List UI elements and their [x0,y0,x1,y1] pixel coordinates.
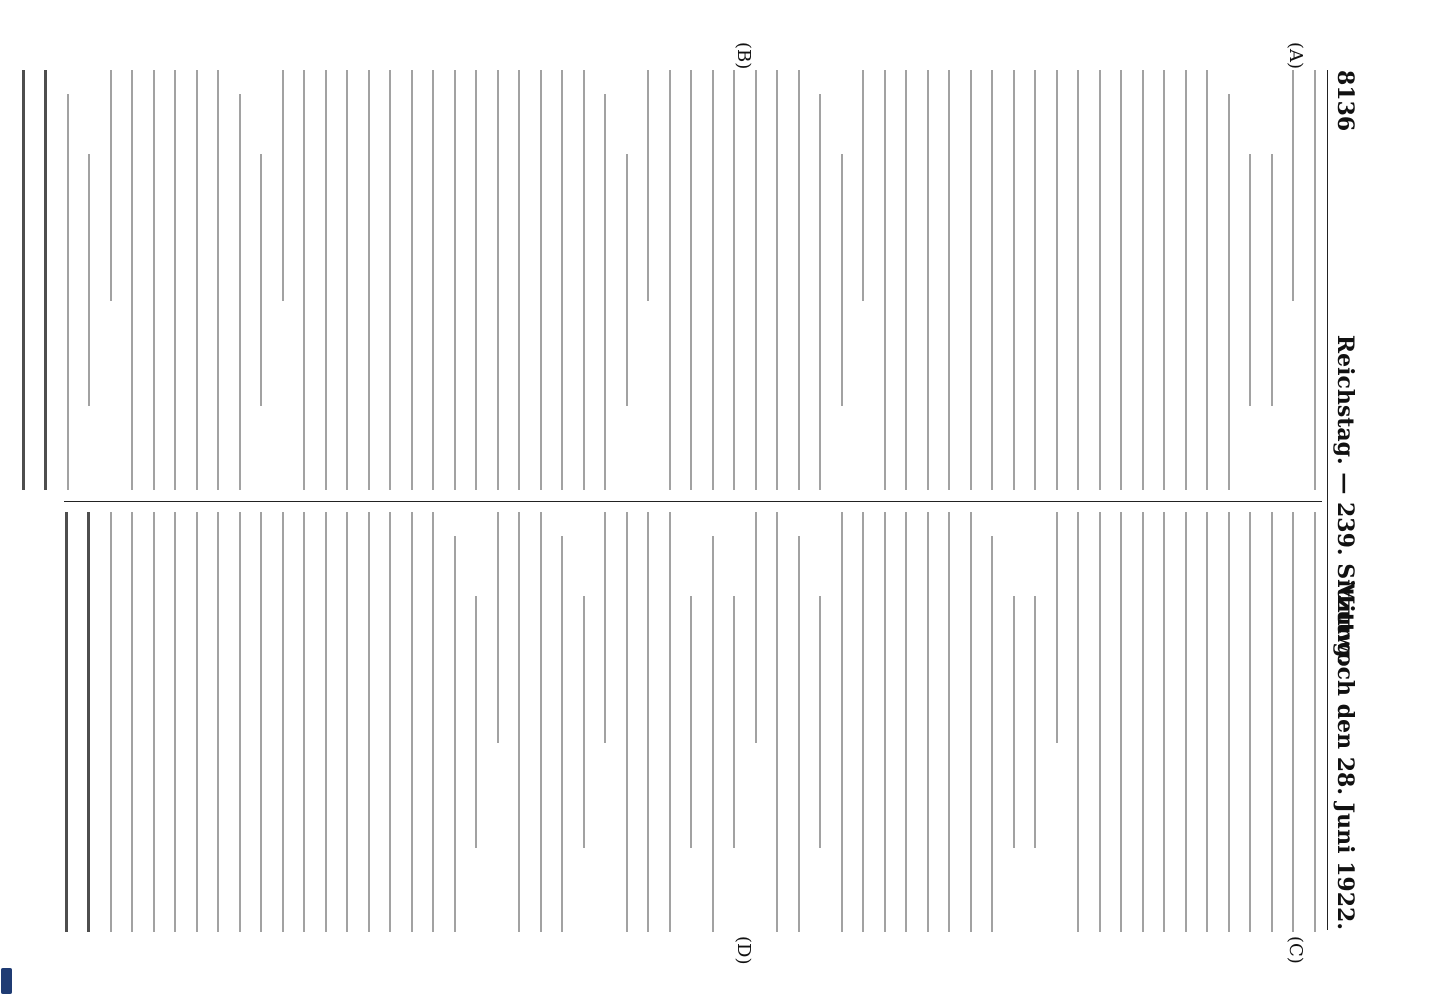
text-line [261,154,263,406]
text-line [261,512,263,932]
text-line [45,70,48,490]
text-line [282,512,284,932]
text-line [798,536,800,932]
text-line [841,512,843,932]
text-line [755,70,757,490]
text-line [777,70,779,490]
text-line [863,512,865,932]
text-line [1078,512,1080,932]
text-line [110,70,112,301]
text-line [820,94,822,490]
text-line [1207,70,1209,490]
text-line [540,70,542,490]
text-line [691,70,693,490]
text-line [1293,70,1295,301]
text-line [798,70,800,490]
digitization-credit [0,0,14,1000]
text-line [669,512,671,932]
text-line [1013,70,1015,490]
text-line [1035,70,1037,490]
margin-letter-d: (D) [733,936,754,965]
text-line [88,512,91,932]
text-line [368,70,370,490]
text-line [196,512,198,932]
text-line [1164,512,1166,932]
page-number: 8136 [1332,70,1358,132]
text-line [820,596,822,848]
text-line [519,512,521,932]
text-line [777,512,779,932]
text-line [67,94,69,490]
text-line [884,512,886,932]
text-line [562,70,564,490]
text-line [433,70,435,490]
text-line [712,70,714,490]
text-line [583,70,585,490]
text-line [562,536,564,932]
text-line [626,154,628,406]
text-line [454,70,456,490]
text-line [949,512,951,932]
text-line [1056,70,1058,490]
header-rule [1327,70,1328,930]
text-line [583,596,585,848]
text-line [153,512,155,932]
text-line [519,70,521,490]
text-line [89,154,91,406]
text-line [497,512,499,743]
text-line [1185,512,1187,932]
margin-letter-a: (A) [1285,42,1306,70]
text-line [906,512,908,932]
text-line [239,512,241,932]
text-line [605,94,607,490]
text-line [841,154,843,406]
text-line [648,70,650,301]
text-line [218,70,220,490]
text-line [132,512,134,932]
text-line [454,536,456,932]
text-column-right [66,512,1316,932]
text-line [110,512,112,932]
text-line [1228,94,1230,490]
text-line [1099,512,1101,932]
text-line [325,512,327,932]
text-line [1164,70,1166,490]
text-line [992,70,994,490]
text-line [390,512,392,932]
text-line [927,512,929,932]
text-line [1056,512,1058,743]
text-line [347,70,349,490]
text-line [884,70,886,490]
text-line [992,536,994,932]
text-line [755,512,757,743]
text-line [347,512,349,932]
text-line [970,70,972,490]
text-line [626,512,628,932]
text-line [325,70,327,490]
text-line [1035,596,1037,848]
text-line [1271,154,1273,406]
text-line [648,512,650,932]
text-line [734,596,736,848]
text-line [196,70,198,490]
text-line [970,512,972,932]
text-line [1271,512,1273,932]
text-line [1121,512,1123,932]
text-line [304,70,306,490]
text-line [132,70,134,490]
page-header [1322,70,1362,930]
text-line [218,512,220,932]
text-line [390,70,392,490]
text-line [411,512,413,932]
text-line [1314,512,1316,932]
text-line [175,512,177,932]
text-line [712,536,714,932]
text-line [368,512,370,932]
text-line [691,596,693,848]
text-line [239,94,241,490]
text-line [411,70,413,490]
text-line [1099,70,1101,490]
text-line [1142,512,1144,932]
text-line [497,70,499,490]
text-line [1013,596,1015,848]
text-line [476,596,478,848]
text-line [540,512,542,932]
text-line [1121,70,1123,490]
text-line [1185,70,1187,490]
text-line [22,70,25,490]
text-line [669,70,671,490]
text-line [476,70,478,490]
margin-letter-b: (B) [733,42,754,70]
page-title: Reichstag. — 239. Sitzung. [1332,334,1358,666]
text-line [1228,512,1230,932]
text-line [282,70,284,301]
page-date: Mittwoch den 28. Juni 1922. [1332,580,1358,930]
text-line [1142,70,1144,490]
text-line [1250,512,1252,932]
text-line [1207,512,1209,932]
text-line [734,70,736,490]
text-line [65,512,68,932]
text-line [304,512,306,932]
text-line [433,512,435,932]
text-line [1314,70,1316,490]
text-line [605,512,607,743]
text-line [927,70,929,490]
text-line [863,70,865,301]
text-column-left [66,70,1316,490]
text-line [1293,512,1295,932]
text-line [153,70,155,490]
text-line [1078,70,1080,490]
margin-letter-c: (C) [1285,936,1306,964]
text-line [949,70,951,490]
text-line [1250,154,1252,406]
dfg-logo-icon [1,968,12,994]
text-line [175,70,177,490]
text-line [906,70,908,490]
column-divider [64,501,1322,502]
